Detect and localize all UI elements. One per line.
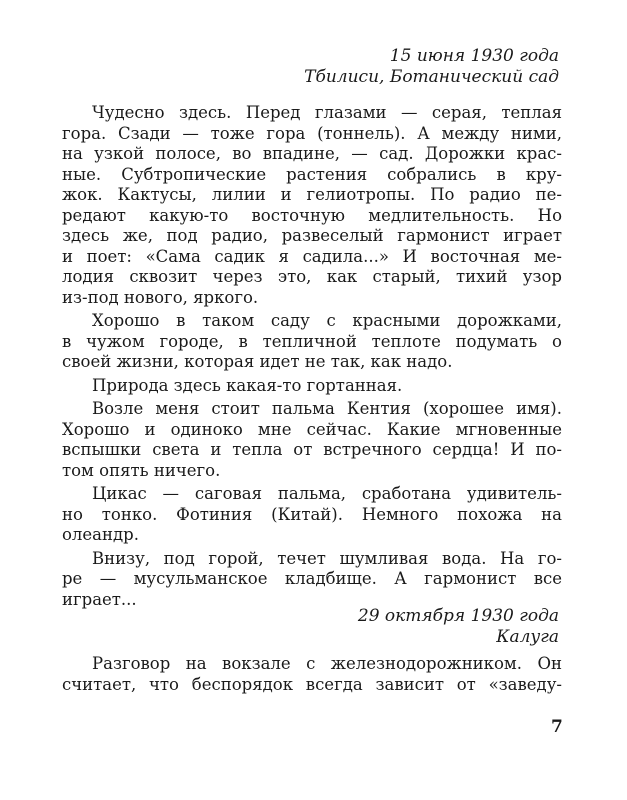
text-line: Возле меня стоит пальма Кентия (хорошее имя). [92, 399, 562, 418]
text-line: Хорошо в таком саду с красными дорожками, [92, 311, 562, 330]
text-line: том опять ничего. [62, 460, 221, 480]
entry-1-dateline [304, 46, 559, 88]
entry-1-paragraph-1 [62, 103, 562, 308]
entry-1-place: Тбилиси, Ботанический сад [304, 67, 559, 87]
text-line: Цикас — саговая пальма, сработана удивитель- [92, 484, 562, 503]
text-line: из-под нового, яркого. [62, 287, 259, 307]
text-line: олеандр. [62, 525, 139, 544]
text-line: ные. Субтропические растения собрались в кру- [62, 164, 562, 184]
text-line: лодия сквозит через это, как старый, тихий узор [62, 267, 562, 286]
entry-2-place: Калуга [496, 627, 559, 647]
text-line: гора. Сзади — тоже гора (тоннель). А между ними, [62, 123, 562, 143]
text-line: ре — мусульманское кладбище. А гармонист все [62, 569, 562, 588]
text-line: на узкой полосе, во впадине, — сад. Дорожки крас- [62, 144, 562, 163]
entry-1-body [62, 103, 562, 613]
text-line: и поет: «Сама садик я садила...» И восточная ме- [62, 246, 562, 266]
text-line: Хорошо и одиноко мне сейчас. Какие мгновенные [62, 419, 562, 439]
text-line: но тонко. Фотиния (Китай). Немного похожа на [62, 504, 562, 524]
entry-1-paragraph-5 [62, 484, 562, 546]
entry-1-paragraph-2 [62, 311, 562, 373]
text-line: играет... [62, 589, 137, 609]
page-number: 7 [551, 717, 563, 737]
text-line: своей жизни, которая идет не так, как надо. [62, 352, 453, 371]
entry-1-paragraph-4 [62, 399, 562, 481]
text-line: жок. Кактусы, лилии и гелиотропы. По радио пе- [62, 185, 562, 204]
text-line: Чудесно здесь. Перед глазами — серая, теплая [92, 103, 562, 122]
entry-1-paragraph-3 [62, 376, 562, 397]
text-line: редают какую-то восточную медлительность. Но [62, 205, 562, 225]
text-line: Природа здесь какая-то гортанная. [92, 375, 403, 395]
entry-2-date: 29 октября 1930 года [357, 606, 559, 626]
text-line: Внизу, под горой, течет шумливая вода. На го- [92, 548, 562, 568]
text-line: Разговор на вокзале с железнодорожником. Он [92, 654, 562, 673]
text-line: вспышки света и тепла от встречного сердца! И по- [62, 440, 562, 459]
text-line: в чужом городе, в тепличной теплоте подумать о [62, 331, 562, 351]
entry-1-date: 15 июня 1930 года [389, 46, 559, 66]
entry-2-dateline [358, 606, 559, 648]
entry-2-paragraph-1 [62, 654, 562, 695]
text-line: считает, что беспорядок всегда зависит от «заведу- [62, 674, 562, 694]
entry-1-paragraph-6 [62, 549, 562, 611]
entry-2-body [62, 654, 562, 698]
text-line: здесь же, под радио, развеселый гармонист играет [62, 226, 562, 245]
